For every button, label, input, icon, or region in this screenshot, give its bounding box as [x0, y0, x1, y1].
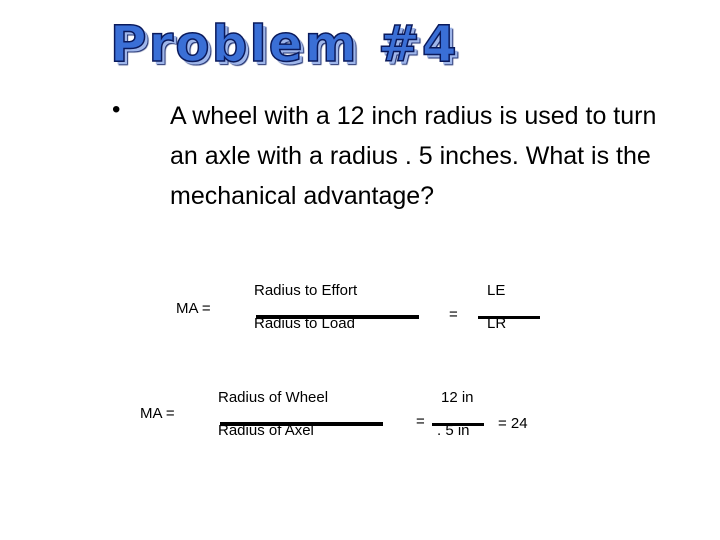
fraction-1-denominator: Radius to Load: [254, 315, 355, 332]
fraction-2-denominator: LR: [487, 315, 507, 332]
ma-label-1: MA =: [176, 300, 211, 317]
fraction-1-numerator: Radius to Effort: [254, 282, 358, 299]
fraction-4-numerator: 12 in: [441, 389, 474, 406]
equals-sign-2: =: [416, 413, 425, 430]
fraction-3-denominator: Radius of Axel: [218, 422, 314, 439]
fraction-2-numerator: LE: [487, 282, 506, 299]
fraction-4-denominator: . 5 in: [437, 422, 470, 439]
problem-statement: A wheel with a 12 inch radius is used to turn an axle with a radius . 5 inches. What is the mechanical advantage?: [170, 102, 657, 210]
equals-sign-1: =: [449, 306, 458, 323]
ma-label-2: MA =: [140, 405, 175, 422]
fraction-3-numerator: Radius of Wheel: [218, 389, 329, 406]
result-value: = 24: [498, 415, 528, 432]
slide-title: Problem #4: [110, 15, 459, 73]
bullet-point: •: [112, 96, 121, 123]
